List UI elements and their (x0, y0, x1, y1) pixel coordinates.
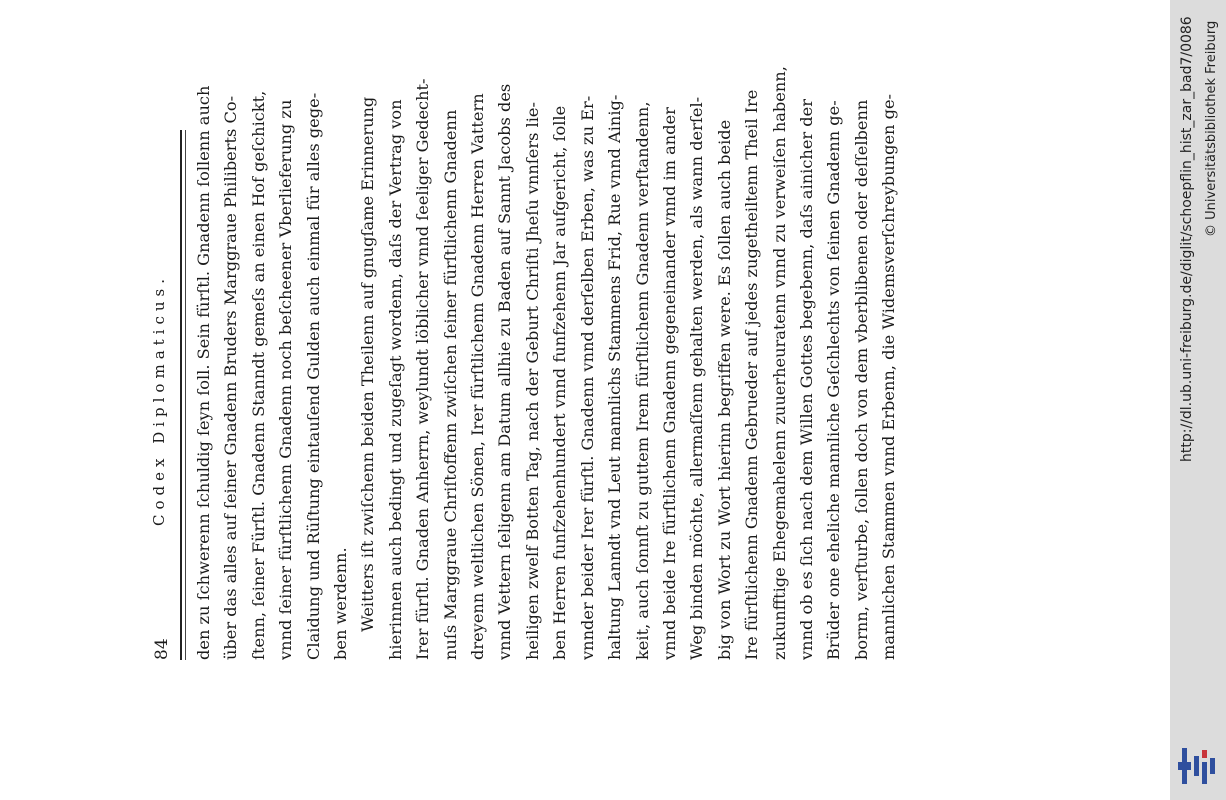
text-line: Claidung und Rüſtung eintauſend Gulden auch einmal für alles gege- (303, 92, 323, 660)
text-line: Irer fürſtl. Gnaden Anherrn, weylundt löblicher vnnd ſeeliger Gedecht- (413, 78, 433, 660)
text-line: vnnd ſeiner fürſtlichenn Gnadenn noch beſcheener Vberlieferung zu (276, 99, 296, 660)
rotated-page-content (150, 66, 940, 660)
header-rule-thin (185, 130, 186, 660)
header-rule (180, 130, 182, 660)
text-line: nuſs Marggraue Chriſtoffenn zwiſchen ſeiner fürſtlichenn Gnadenn (440, 109, 460, 660)
text-line: zukunfftige Ehegemahelenn zuuerheuratenn vnnd zu verweiſen habenn, (769, 66, 789, 660)
text-line: den zu ſchwerenn ſchuldig ſeyn ſoll. Sein fürſtl. Gnadenn ſollenn auch (194, 85, 213, 660)
text-line: dreyenn weltlichen Sönen, Irer fürſtlichenn Gnadenn Herren Vattern (468, 93, 488, 660)
text-line: Weg binden möchte, allermaſſenn gehalten werden, als wann derſel- (687, 96, 707, 660)
scanned-page (150, 66, 940, 660)
running-head-title: Codex Diplomaticus. (150, 274, 168, 526)
text-line: Ire fürſtlichenn Gnadenn Gebrueder auf jedes zugetheiltenn Theil Ire (742, 89, 762, 660)
text-line: ſtenn, ſeiner Fürſtl. Gnadenn Stanndt gemeſs an einen Hof geſchickt, (248, 90, 268, 660)
text-line: heiligen zwelf Botten Tag, nach der Geburt Chriſti Jheſu vnnſers lie- (522, 102, 542, 660)
body-text (190, 66, 903, 660)
text-line: keit, auch ſonnſt zu guttem Irem fürſtlichenn Gnadenn verſtandenn, (632, 101, 652, 660)
text-line: hierinnen auch bedingt und zugeſagt wordenn, daſs der Vertrag von (385, 99, 405, 660)
text-line: ben Herren funfzehenhundert vnnd funfzehenn Jar aufgericht, ſolle (550, 105, 570, 660)
text-line: vnnd ob es ſich nach dem Willen Gottes begebenn, daſs ainicher der (796, 99, 816, 660)
text-line: vnnd beide Ire fürſtlichenn Gnadenn gegeneinander vnnd im ander (659, 107, 679, 660)
source-url-link[interactable]: http://dl.ub.uni-freiburg.de/diglit/schoepflin_hist_zar_bad7/0086 (1179, 16, 1195, 462)
text-line: Weitters iſt zwiſchenn beiden Theilenn auf gnugſame Erinnerung (358, 96, 378, 632)
text-line: Brüder one eheliche mannliche Geſchlechts von ſeinen Gnadenn ge- (824, 100, 844, 660)
text-line: mannlichen Stammen vnnd Erbenn, die Widemsverſchreybungen ge- (879, 93, 899, 660)
text-line: big von Wort zu Wort hierinn begriffen were. Es ſollen auch beide (714, 119, 734, 660)
text-line: bornn, verſturbe, ſollen doch von dem vberblibenen oder deſſelbenn (851, 99, 871, 660)
text-line: über das alles auf ſeiner Gnadenn Bruders Marggraue Philiberts Co- (221, 95, 241, 660)
text-line: vnnder beider Irer fürſtl. Gnadenn vnnd derſelben Erben, was zu Er- (577, 95, 597, 660)
ub-freiburg-logo-icon (1176, 746, 1220, 786)
text-line: ben werdenn. (331, 547, 351, 660)
copyright-credit: © Universitätsbibliothek Freiburg (1204, 20, 1219, 237)
text-line: vnnd Vettern ſeligenn am Datum allhie zu Baden auf Sannt Jacobs des (495, 83, 515, 660)
page-number: 84 (152, 638, 172, 660)
running-head (150, 130, 176, 660)
text-line: haltung Lanndt vnd Leut mannlichs Stammens Frid, Rue vnnd Ainig- (605, 94, 625, 660)
